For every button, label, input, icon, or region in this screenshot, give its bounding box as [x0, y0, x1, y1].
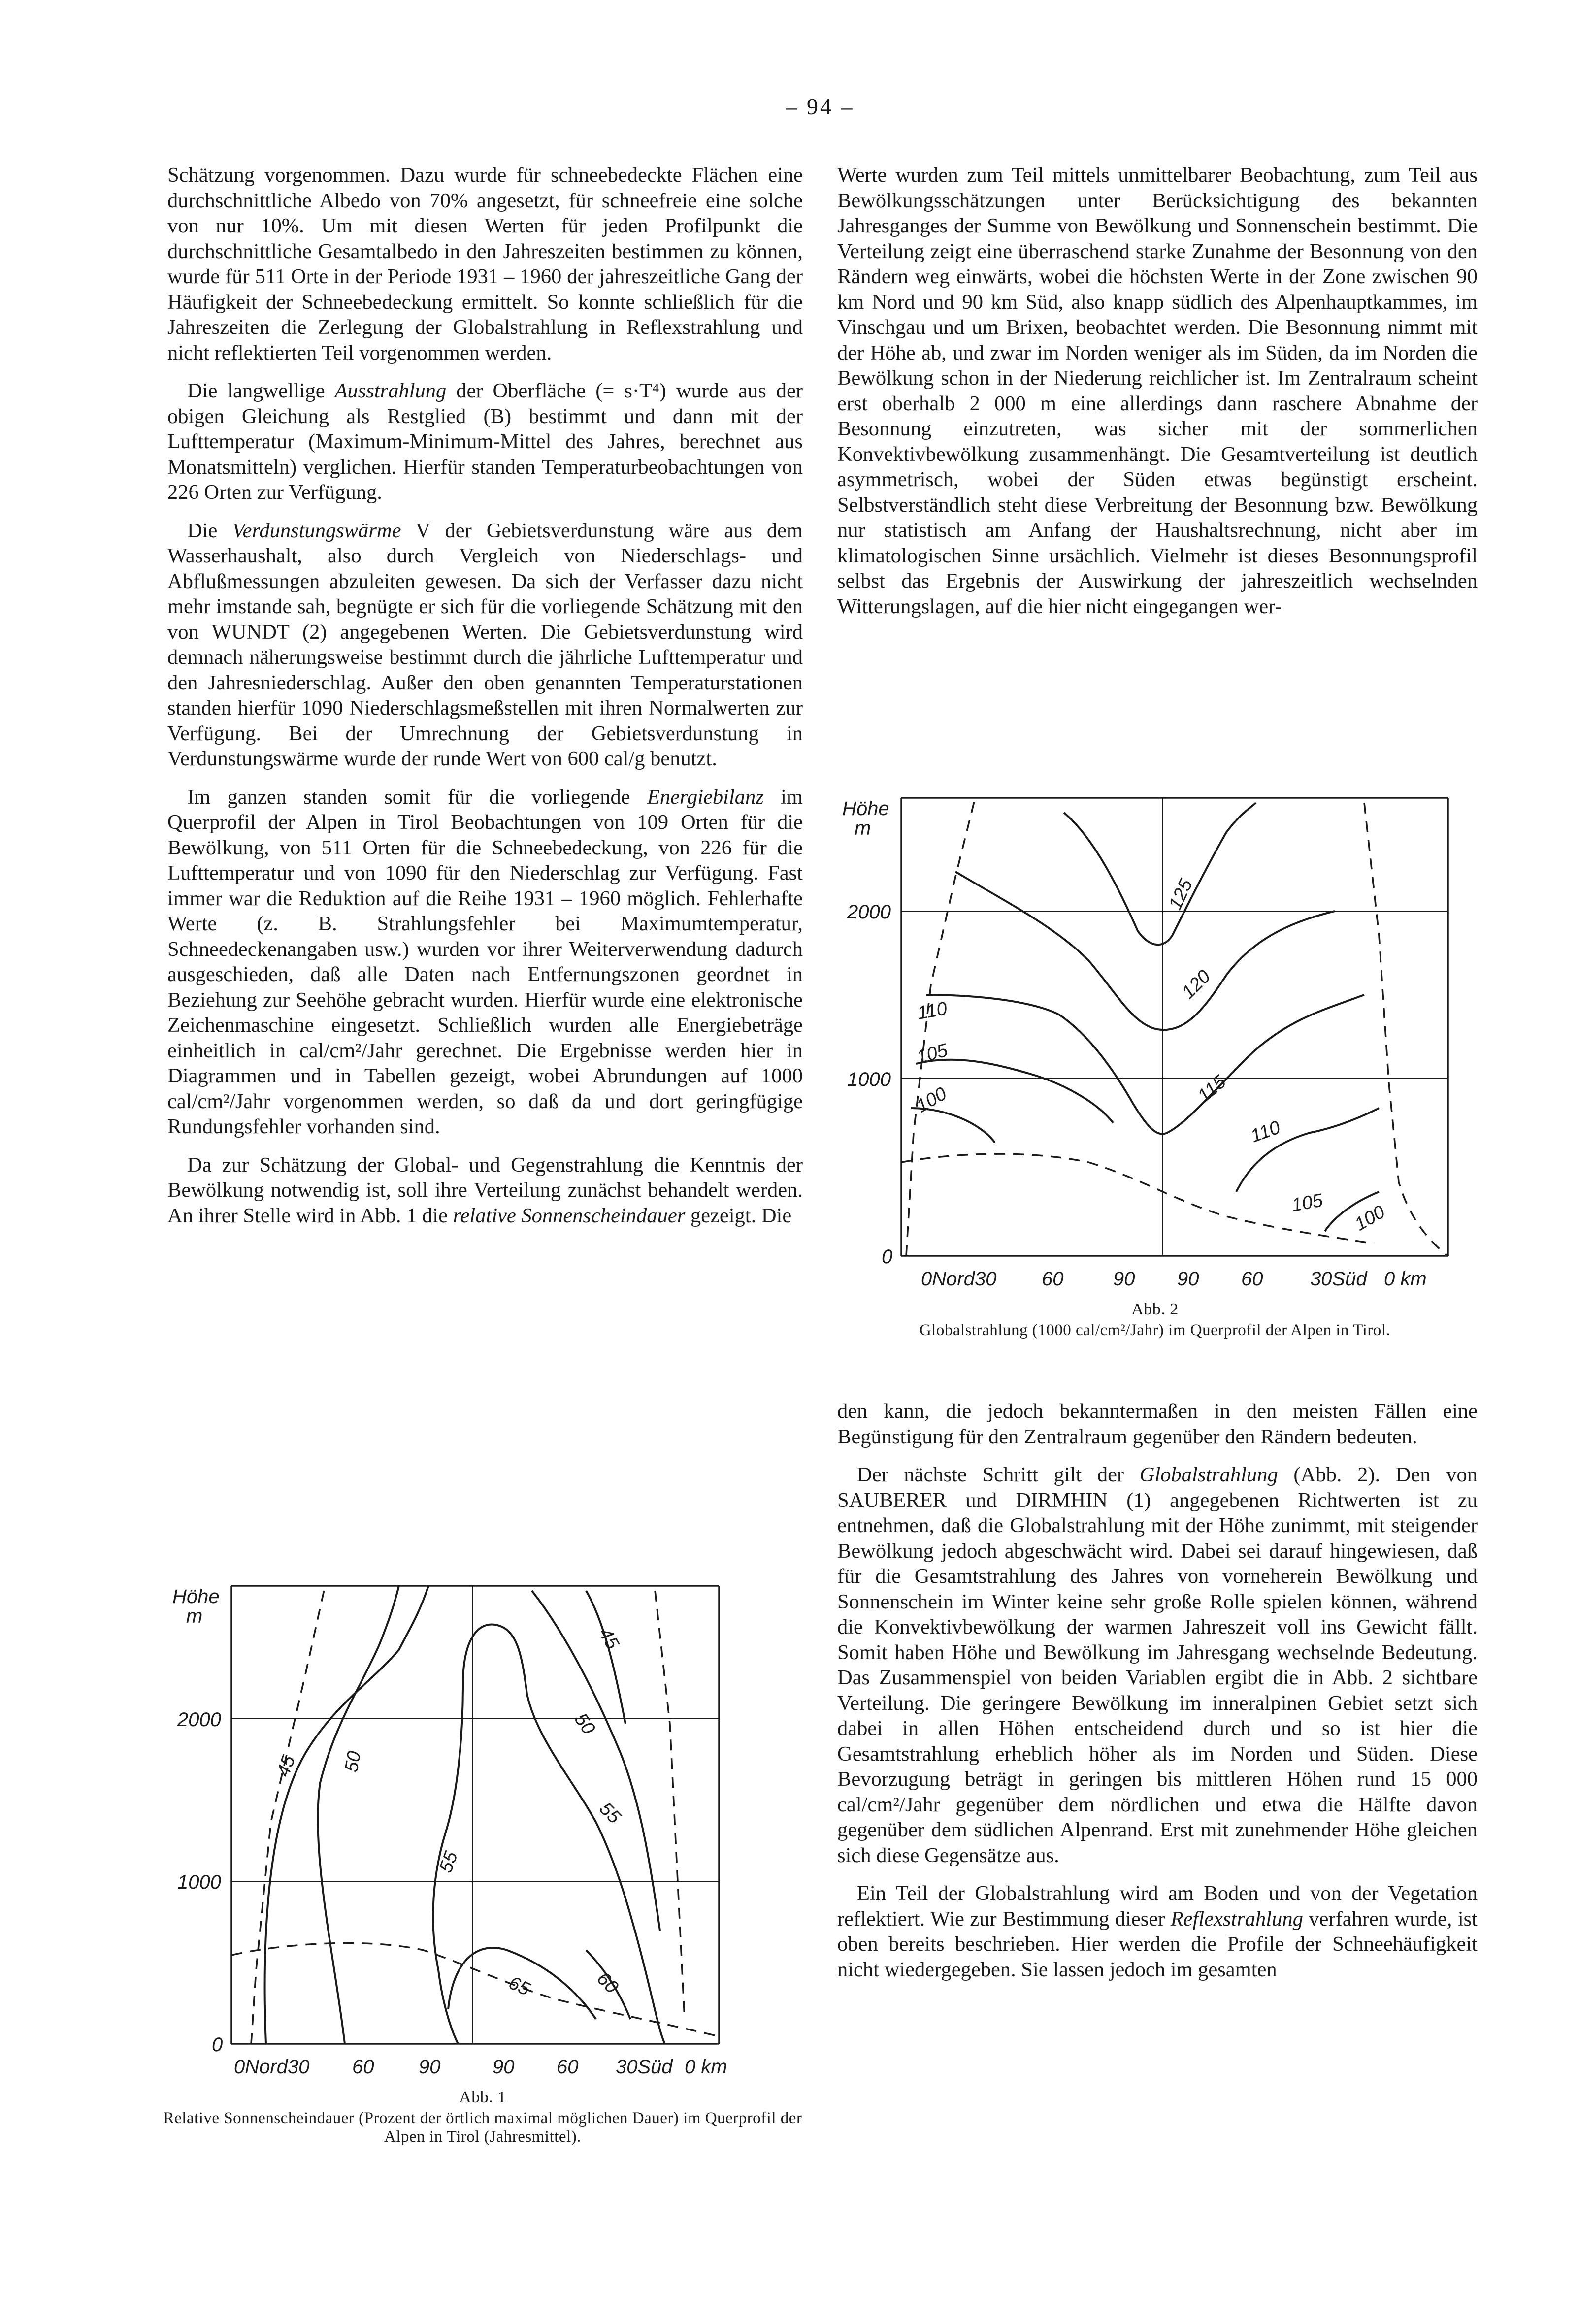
right-column-bottom	[837, 1399, 1478, 1995]
contour-label: 110	[1248, 1117, 1283, 1147]
isoline-50c	[532, 1591, 660, 1931]
y-tick-1000: 1000	[177, 1871, 221, 1893]
x-tick: 60	[557, 2056, 579, 2078]
isoline-45	[265, 1586, 428, 2044]
x-tick: 90	[493, 2056, 515, 2078]
figure-1-label: Abb. 1	[459, 2088, 506, 2106]
contour-label: 120	[1178, 966, 1215, 1003]
contour-label: 55	[595, 1798, 625, 1828]
contour-label: 45	[594, 1624, 623, 1653]
y-axis-title: Höhe	[842, 798, 889, 819]
paragraph: Die Verdunstungswärme V der Gebietsverdunstung wäre aus dem Wasserhaushalt, also durch Vergleich von Niederschlags- und Abflußmessungen abzuleiten gewesen. Da sich der Verfasser dazu nicht mehr imstande sah, begnügte er sich für die vorliegende Schätzung mit den von WUNDT (2) angegebenen Werten. Die Gebietsverdunstung wird demnach näherungsweise bestimmt durch die jährliche Lufttemperatur und den Jahresniederschlag. Außer den oben genannten Temperaturstationen standen hierfür 1090 Niederschlagsmeßstellen mit ihren Normalwerten zur Verfügung. Bei der Umrechnung der Gebietsverdunstung in Verdunstungswärme wurde der runde Wert von 600 cal/g benutzt.	[167, 519, 803, 770]
x-tick: 0 km	[1384, 1268, 1427, 1290]
isoline-110	[1236, 1108, 1379, 1192]
isoline-45b	[586, 1591, 625, 1724]
paragraph: Die langwellige Ausstrahlung der Oberfläche (= s·T⁴) wurde aus der obigen Gleichung als Restglied (B) bestimmt und dann mit der Lufttemperatur (Maximum-Minimum-Mittel des Jahres, berechnet aus Monatsmitteln) verglichen. Hierfür standen Temperaturbeobachtungen von 226 Orten zur Verfügung.	[167, 379, 803, 504]
figure-2-caption-text: Globalstrahlung (1000 cal/cm²/Jahr) im Querprofil der Alpen in Tirol.	[919, 1321, 1391, 1339]
contour-label: 125	[1165, 876, 1197, 913]
y-tick-0: 0	[212, 2034, 223, 2056]
paragraph: Werte wurden zum Teil mittels unmittelbarer Beobachtung, zum Teil aus Bewölkungsschätzungen unter Berücksichtigung des bekannten Jahresganges der Summe von Bewölkung und Sonnenschein bestimmt. Die Verteilung zeigt eine überraschend starke Zunahme der Besonnung von den Rändern weg einwärts, wobei die höchsten Werte in der Zone zwischen 90 km Nord und 90 km Süd, also knapp südlich des Alpenhauptkammes, im Vinschgau und um Brixen, beobachtet werden. Die Besonnung nimmt mit der Höhe ab, und zwar im Norden weniger als im Süden, da im Norden die Bewölkung schon in der Niederung reichlicher ist. Im Zentralraum scheint erst oberhalb 2 000 m eine allerdings dann raschere Abnahme der Besonnung einzutreten, was sicher mit der sommerlichen Konvektivbewölkung zusammenhängt. Die Gesamtverteilung ist deutlich asymmetrisch, wobei der Süden etwas begünstigt erscheint. Selbstverständlich steht diese Verbreitung der Besonnung bzw. Bewölkung nur statistisch am Anfang der Haushaltsrechnung, nicht aber im klimatologischen Sinne ursächlich. Vielmehr ist dieses Besonnungsprofil selbst das Ergebnis der Auswirkung der jahreszeitlich wechselnden Witterungslagen, auf die hier nicht eingegangen wer-	[837, 164, 1478, 618]
isoline-55	[433, 1625, 497, 2044]
y-axis-unit: m	[186, 1605, 203, 1627]
y-tick-2000: 2000	[847, 901, 891, 923]
isoline-50a	[318, 1586, 399, 2044]
x-tick: 0Nord30	[234, 2056, 310, 2078]
paragraph: den kann, die jedoch bekanntermaßen in den meisten Fällen eine Begünstigung für den Zentralraum gegenüber den Rändern bedeuten.	[837, 1400, 1478, 1448]
contour-label: 105	[914, 1040, 950, 1068]
x-tick: 0 km	[685, 2056, 727, 2078]
left-column	[167, 163, 803, 1241]
x-tick: 90	[419, 2056, 441, 2078]
contour-label: 50	[570, 1709, 599, 1738]
figure-2-caption	[832, 1300, 1478, 1340]
isoline-125	[1064, 803, 1256, 945]
contour-label: 50	[341, 1749, 365, 1774]
paragraph: Ein Teil der Globalstrahlung wird am Boden und von der Vegetation reflektiert. Wie zur Bestimmung dieser Reflexstrahlung verfahren wurde, ist oben bereits beschrieben. Hier werden die Profile der Schneehäufigkeit nicht wiedergegeben. Sie lassen jedoch im gesamten	[837, 1882, 1478, 1981]
figure-2-diagram	[832, 788, 1478, 1310]
x-tick: 60	[1042, 1268, 1064, 1290]
contour-label: 100	[913, 1083, 951, 1117]
paragraph: Schätzung vorgenommen. Dazu wurde für schneebedeckte Flächen eine durchschnittliche Albedo von 70% angesetzt, für schneefreie eine solche von nur 10%. Um mit diesen Werten für jeden Profilpunkt die durchschnittliche Gesamtalbedo in den Jahreszeiten bestimmen zu können, wurde für 511 Orte in der Periode 1931 – 1960 der jahreszeitliche Gang der Häufigkeit der Schneebedeckung ermittelt. So konnte schließlich für die Jahreszeiten die Zerlegung der Globalstrahlung in Reflexstrahlung und nicht reflektierten Teil vorgenommen werden.	[167, 164, 803, 364]
contour-label: 65	[505, 1972, 533, 2000]
contour-label: 45	[272, 1752, 299, 1780]
y-axis-unit: m	[855, 818, 871, 839]
ground-profile	[231, 1943, 719, 2036]
paragraph: Im ganzen standen somit für die vorliegende Energiebilanz im Querprofil der Alpen in Tirol Beobachtungen von 109 Orten für die Bewölkung, von 511 Orten für die Schneebedeckung, von 226 für die Lufttemperatur und von 1090 für den Niederschlag zur Verfügung. Fast immer war die Reduktion auf die Reihe 1931 – 1960 möglich. Fehlerhafte Werte (z. B. Strahlungsfehler bei Maximumtemperatur, Schneedeckenangaben usw.) wurden vor ihrer Weiterverwendung dadurch ausgeschieden, daß alle Daten nach Entfernungszonen geordnet in Beziehung zur Seehöhe gebracht wurden. Hierfür wurde eine elektronische Zeichenmaschine eingesetzt. Schließlich wurden alle Energiebeträge einheitlich in cal/cm²/Jahr gerechnet. Die Ergebnisse werden hier in Diagrammen und in Tabellen gezeigt, wobei Abrundungen auf 1000 cal/cm²/Jahr vorgenommen werden, so daß da und dort geringfügige Rundungsfehler vorhanden sind.	[167, 785, 803, 1138]
contour-label: 115	[1193, 1071, 1230, 1107]
x-tick: 90	[1177, 1268, 1199, 1290]
figure-2	[832, 788, 1478, 1369]
page-number: – 94 –	[786, 94, 855, 119]
paragraph: Da zur Schätzung der Global- und Gegenstrahlung die Kenntnis der Bewölkung notwendig ist, soll ihre Verteilung zunächst behandelt werden. An ihrer Stelle wird in Abb. 1 die relative Sonnenscheindauer gezeigt. Die	[167, 1153, 803, 1227]
x-tick: 90	[1113, 1268, 1135, 1290]
south-boundary	[655, 1591, 685, 2019]
contour-label: 105	[1290, 1190, 1325, 1216]
contour-label: 110	[916, 998, 949, 1024]
figure-1-caption-text: Relative Sonnenscheindauer (Prozent der örtlich maximal möglichen Dauer) im Querprofil der Alpen in Tirol (Jahresmittel).	[163, 2109, 802, 2146]
south-boundary	[1364, 803, 1448, 1256]
figure-1	[163, 1576, 803, 2167]
y-tick-2000: 2000	[177, 1709, 221, 1731]
isoline-120	[955, 872, 1335, 1030]
north-boundary	[251, 1586, 325, 2044]
right-column-top	[837, 163, 1478, 632]
y-axis-title: Höhe	[172, 1586, 220, 1607]
contour-label: 60	[592, 1968, 623, 1998]
x-tick: 60	[1241, 1268, 1263, 1290]
figure-1-caption	[163, 2088, 803, 2146]
x-tick: 30Süd	[616, 2056, 673, 2078]
y-tick-0: 0	[882, 1246, 893, 1268]
contour-label: 100	[1351, 1201, 1389, 1235]
x-tick: 0Nord30	[921, 1268, 997, 1290]
figure-2-label: Abb. 2	[1131, 1300, 1179, 1318]
north-boundary	[906, 798, 975, 1256]
figure-1-diagram	[163, 1576, 803, 2118]
paragraph: Der nächste Schritt gilt der Globalstrahlung (Abb. 2). Den von SAUBERER und DIRMHIN (1) angegebenen Richtwerten ist zu entnehmen, daß die Globalstrahlung mit der Höhe zunimmt, mit steigender Bewölkung jedoch abgeschwächt wird. Dabei sei darauf hingewiesen, daß für die Gesamtstrahlung des Jahres von vorneherein Bewölkung und Sonnenschein im Winter keine sehr große Rolle spielen können, während die Konvektivbewölkung der warmen Jahreszeit voll ins Gewicht fällt. Somit haben Höhe und Bewölkung im Jahresgang wechselnde Bedeutung. Das Zusammenspiel von beiden Variablen ergibt die in Abb. 2 sichtbare Verteilung. Die geringere Bewölkung im inneralpinen Gebiet setzt sich dabei in allen Höhen entscheidend durch und so ist hier die Gesamtstrahlung erheblich höher als im Norden und Süden. Diese Bevorzugung beträgt in geringen bis mittleren Höhen rund 15 000 cal/cm²/Jahr gegenüber dem nördlichen und etwa die Hälfte davon gegenüber dem südlichen Alpenrand. Erst mit zunehmender Höhe gleichen sich diese Gegensätze aus.	[837, 1463, 1478, 1867]
x-tick: 30Süd	[1310, 1268, 1367, 1290]
contour-label: 55	[435, 1848, 462, 1876]
y-tick-1000: 1000	[847, 1069, 891, 1090]
x-tick: 60	[352, 2056, 374, 2078]
